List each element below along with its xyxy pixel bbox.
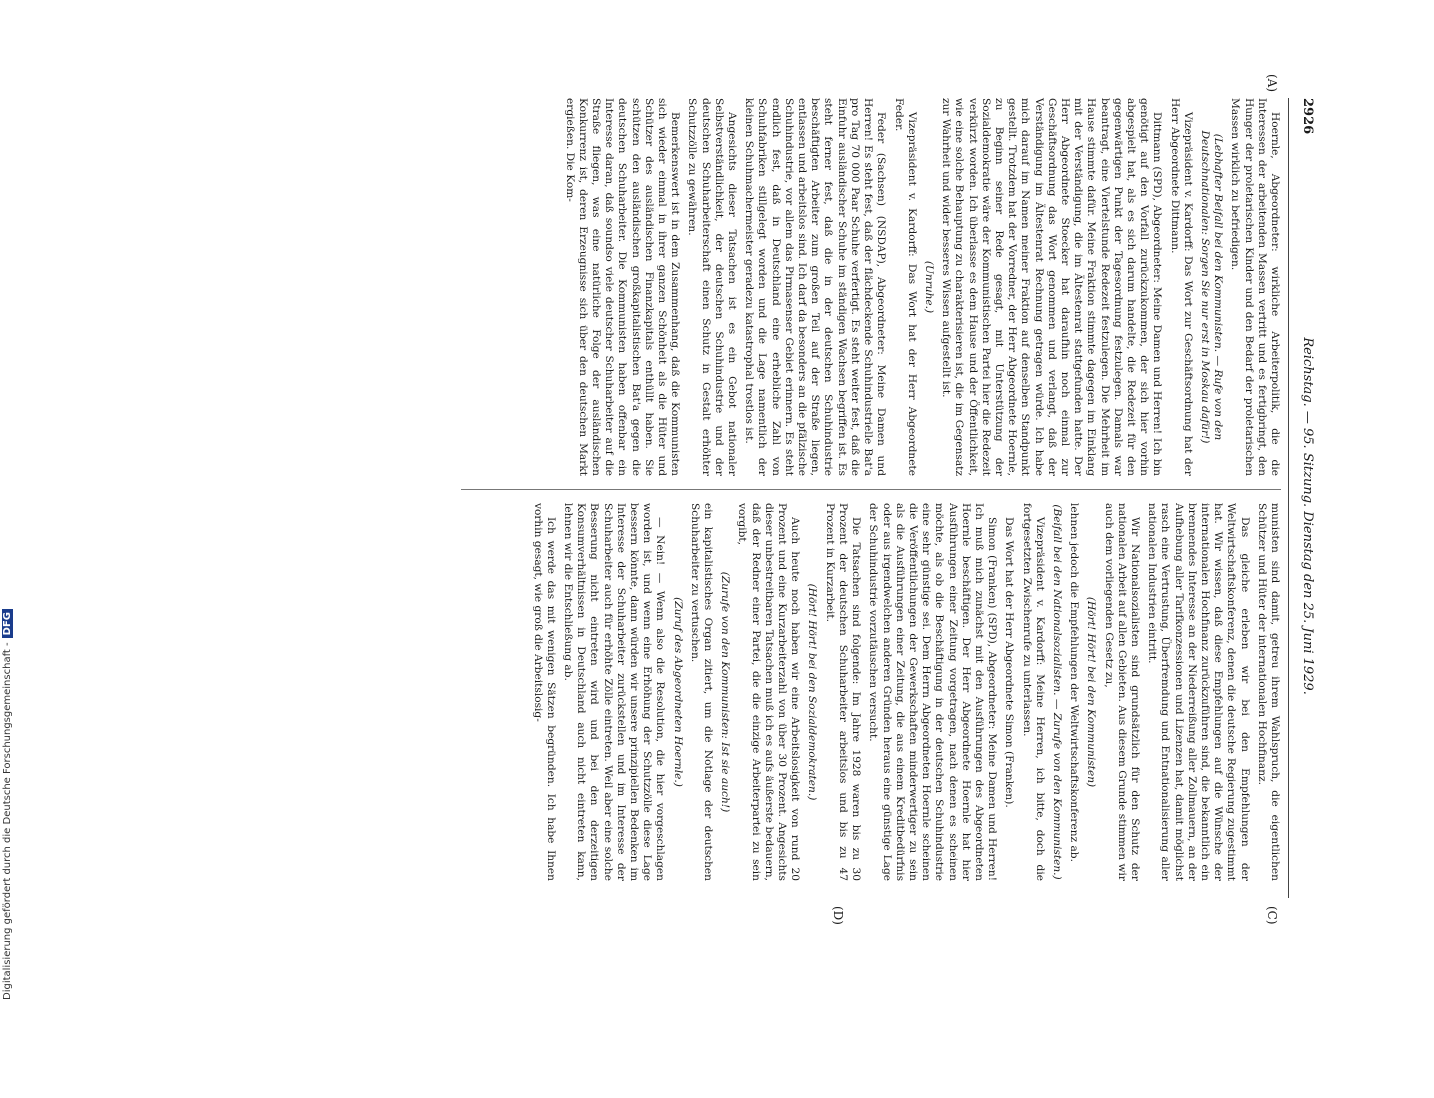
page-content — [225, 74, 1315, 925]
paragraph: Feder (Sachsen) (NSDAP), Abgeordneter: Meine Damen und Herren! Es steht fest, daß der flächdeckende Schuhindustrielle Bat'a pro Tag 70 000 Paar Schuhe verfertigt. Es steht weiter fest, daß die Einfuhr ausländischer Schuhe im ständigen Wachsen begriffen ist. Es steht ferner fest, daß die in der deutschen Schuhindustrie beschäftigten Arbeiter zum großen Teil auf der Straße liegen, entlassen und arbeitslos sind. Ich darf da besonders an die pfälzische Schuhindustrie, vor allem das Pirmasenser Gebiet erinnern. Es steht endlich fest, daß in Deutschland eine erhebliche Zahl von Schuhfabriken stillgelegt worden und die Lage namentlich der kleinen Schuhmachermeister geradezu katastrophal trostlos ist. — [743, 98, 888, 476]
margin-marker-c: (C) — [1265, 906, 1279, 925]
interjection: (Hört! Hört! bei den Sozialdemokraten.) — [806, 583, 819, 801]
column-divider — [461, 489, 1281, 490]
right-column — [526, 503, 1281, 881]
paragraph: Dittmann (SPD), Abgeordneter: Meine Damen und Herren! Ich bin genötigt auf den Vorfall zurückzukommen, der sich hier vorhin abgespielt hat, als es sich darum handelte, die Redezeit für den gegenwärtigen Punkt der Tagesordnung festzulegen. Damals war beantragt, eine Viertelstunde Redezeit festzulegen. Die Mehrheit im Hause stimmte dafür. Meine Fraktion stimmte dagegen im Einklang mit der Verständigung, die im Ältestenrat stattgefunden hatte. Der Herr Abgeordnete Stoecker hat daraufhin noch einmal zur Geschäftsordnung das Wort genommen und verlangt, daß der Verständigung im Ältestenrat Rechnung getragen würde. Ich habe mich darauf im Namen meiner Fraktion auf denselben Standpunkt gestellt. Trotzdem hat der Vorredner, der Herr Abgeordnete Hoernle, zu Beginn seiner Rede gesagt, mit Unterstützung der Sozialdemokratie wäre der Kommunistischen Partei hier die Redezeit verkürzt worden. Ich überlasse es dem Hause und der Öffentlichkeit, wie eine solche Behauptung zu charakterisieren ist, die im Gegensatz zur Wahrheit und wider besseres Wissen aufgestellt ist. — [940, 98, 1164, 476]
credit-text: Digitalisierung gefördert durch die Deutsche Forschungsgemeinschaft - — [2, 642, 13, 1000]
paragraph: Das gleiche erleben wir bei den Empfehlungen der Weltwirtschaftskonferenz, denen die deutsche Regierung zugestimmt hat. Wir wissen, daß diese Empfehlungen auf die Wünsche der internationalen Hochfinanz zurückzuführen sind, die bekanntlich ein brennendes Interesse an der Niederreißung aller Zollmauern, an der Aufhebung aller Tarifkonzessionen und Lizenzen hat, damit möglichst rasch eine Vertrustung, Überfremdung und Entnationalisierung aller nationalen Industrien eintritt. — [1146, 503, 1251, 881]
paragraph: Ich werde das mit wenigen Sätzen begründen. Ich habe Ihnen vorhin gesagt, wie groß die Arbeitslosig- — [531, 503, 557, 881]
interjection: (Zuruf des Abgeordneten Hoernle.) — [671, 597, 684, 787]
interjection: (Zurufe von den Kommunisten: Ist sie auch!) — [719, 571, 732, 813]
page-header — [1288, 98, 1315, 898]
margin-marker-d: (D) — [831, 906, 845, 925]
dfg-logo: DFG — [2, 609, 13, 638]
interjection: (Lebhafter Beifall bei den Kommunisten. — Rufe von den Deutschnationalen: Sorgen Sie nur erst in Moskau dafür!) — [1198, 130, 1225, 444]
paragraph: lehnen jedoch die Empfehlungen der Weltwirtschaftskonferenz ab. — [1068, 503, 1081, 862]
paragraph: Hoernle, Abgeordneter: wirkliche Arbeiterpolitik, die die Interessen der arbeitenden Massen vertritt und es fertigbringt, den Hunger der proletarischen Kinder und den Bedarf der proletarischen Massen wirklich zu befriedigen. — [1229, 98, 1281, 476]
paragraph: Simon (Franken) (SPD), Abgeordneter: Meine Damen und Herren! Ich muß mich zunächst mit den Ausführungen des Abgeordneten Hoernle beschäftigen. Der Herr Abgeordnete Hoernle hat hier Ausführungen einer Zeitung vorgetragen, nach denen es scheinen möchte, als ob die Beschäftigung in der deutschen Schuhindustrie eine sehr günstige sei. Dem Herrn Abgeordneten Hoernle scheinen die Veröffentlichungen der Gewerkschaften minderwertiger zu sein als die Ausführungen einer Zeitung, die aus einem Kreditbedürfnis oder aus irgendwelchen anderen Gründen heraus eine günstige Lage der Schuhindustrie vorzutäuschen versucht. — [867, 503, 999, 881]
interjection: (Beifall bei den Nationalsozialisten. — Zurufe von den Kommunisten.) — [1050, 504, 1063, 880]
page-title: Reichstag. — 95. Sitzung. Dienstag den 25. Juni 1929. — [1300, 337, 1315, 695]
paragraph: Wir Nationalsozialisten sind grundsätzlich für den Schutz der nationalen Arbeit auf allen Gebieten. Aus diesem Grunde stimmen wir auch dem vorliegenden Gesetz zu, — [1102, 503, 1141, 881]
paragraph: Vizepräsident v. Kardorff: Das Wort zur Geschäftsordnung hat der Herr Abgeordnete Dittmann. — [1168, 98, 1194, 476]
paragraph: ein kapitalistisches Organ zitiert, um die Notlage der deutschen Schuharbeiter zu vertuschen. — [688, 503, 715, 881]
left-column — [558, 98, 1281, 476]
paragraph: Auch heute noch haben wir eine Arbeitslosigkeit von rund 20 Prozent und eine Kurzarbeiterzahl von über 30 Prozent. Angesichts dieser unbestreitbaren Tatsachen muß ich es aufs äußerste bedauern, daß der Redner einer Partei, die die einzige Arbeiterpartei zu sein vorgibt, — [736, 503, 802, 881]
paragraph: Vizepräsident v. Kardorff: Meine Herren, ich bitte, doch die fortgesetzten Zwischenrufe zu unterlassen. — [1020, 503, 1046, 881]
interjection: (Unruhe.) — [922, 260, 935, 314]
document-page — [115, 74, 1315, 1098]
paragraph: Das Wort hat der Herr Abgeordnete Simon (Franken). — [1003, 517, 1016, 808]
interjection: (Hört! Hört! bei den Kommunisten) — [1085, 596, 1098, 788]
page-number: 2926 — [1300, 98, 1315, 135]
digitization-credit — [2, 0, 16, 1000]
paragraph: Bemerkenswert ist in dem Zusammenhang, daß die Kommunisten sich wieder einmal in ihrer ganzen Schönheit als die Hüter und Schützer des ausländischen Finanzkapitals enthüllt haben. Sie schützen den ausländischen großkapitalistischen Bat'a gegen die deutschen Schuharbeiter. Die Kommunisten haben offenbar ein Interesse daran, daß soundso viele deutscher Schuharbeiter auf die Straße fliegen, was eine natürliche Folge der ausländischen Konkurrenz ist, deren Erzeugnisse sich über den deutschen Markt ergießen. Die Kom- — [563, 98, 682, 476]
paragraph: — Nein! — Wenn also die Resolution, die hier vorgeschlagen worden ist, und wenn eine Erhöhung der Schutzzölle diese Lage bessern könnte, dann würden wir unsere prinzipiellen Bedenken im Interesse der Schuharbeiter zurückstellen und im Interesse der Schuharbeiter auch für erhöhte Zölle eintreten. Weil aber eine solche Besserung nicht eintreten wird und bei den derzeitigen Konsumverhältnissen in Deutschland auch nicht eintreten kann, lehnen wir die Entschließung ab. — [562, 503, 667, 881]
paragraph: Angesichts dieser Tatsachen ist es ein Gebot nationaler Selbstverständlichkeit, der deutschen Schuhindustrie und der deutschen Schuharbeiterschaft einen Schutz in Gestalt erhöhter Schutzzölle zu gewähren. — [686, 98, 739, 476]
margin-marker-a: (A) — [1265, 74, 1279, 93]
paragraph: munisten sind damit, getreu ihrem Wahlspruch, die eigentlichen Schützer und Hüter der internationalen Hochfinanz. — [1255, 503, 1281, 881]
paragraph: Vizepräsident v. Kardorff: Das Wort hat der Herr Abgeordnete Feder. — [892, 98, 918, 476]
paragraph: Die Tatsachen sind folgende: Im Jahre 1928 waren bis zu 30 Prozent der deutschen Schuharbeiter arbeitslos und bis zu 47 Prozent in Kurzarbeit. — [823, 503, 863, 881]
